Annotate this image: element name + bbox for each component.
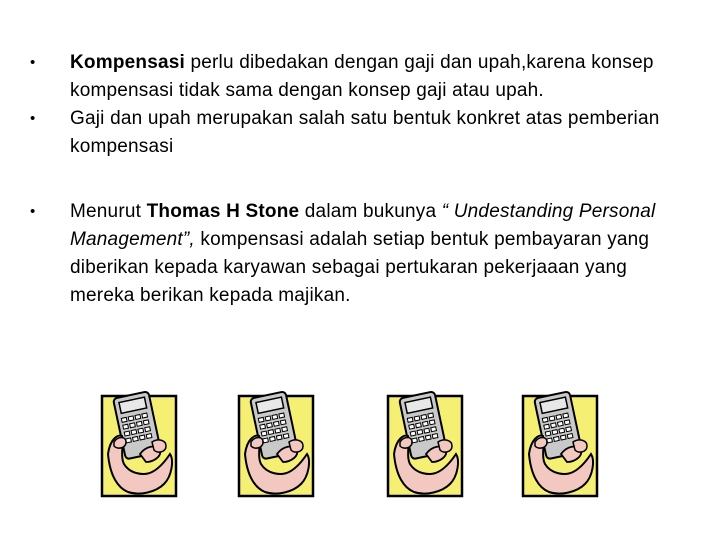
term-kompensasi: Kompensasi xyxy=(70,52,185,73)
calculator-in-hand-icon xyxy=(237,384,317,500)
calculator-in-hand-icon xyxy=(521,384,601,500)
bullet-list xyxy=(26,49,696,310)
bullet-text: Gaji dan upah merupakan salah satu bentuk konkret atas pemberian kompensasi xyxy=(70,108,660,157)
bullet-dot: • xyxy=(30,54,36,71)
calculator-in-hand-icon xyxy=(386,384,466,500)
bullet-text-post: kompensasi adalah setiap bentuk pembayaran yang diberikan kepada karyawan sebagai pertukaran pekerjaaan yang mereka berikan kepada majikan. xyxy=(70,229,650,306)
bullet-text-mid: dalam bukunya xyxy=(299,201,442,222)
bullet-text-pre: Menurut xyxy=(70,201,147,222)
bullet-dot: • xyxy=(30,203,36,220)
bullet-kompensasi xyxy=(26,49,696,105)
bullet-text: perlu dibedakan dengan gaji dan upah,karena konsep kompensasi tidak sama dengan konsep gaji atau upah. xyxy=(70,52,654,101)
bullet-dot: • xyxy=(30,110,36,127)
calculator-in-hand-icon xyxy=(100,384,180,500)
bullet-thomas-stone xyxy=(26,198,696,310)
clipart-row xyxy=(0,384,720,504)
bullet-gaji-upah xyxy=(26,105,696,161)
author-name: Thomas H Stone xyxy=(146,201,300,222)
book-title: “ Undestanding Personal Management”, xyxy=(70,201,656,250)
